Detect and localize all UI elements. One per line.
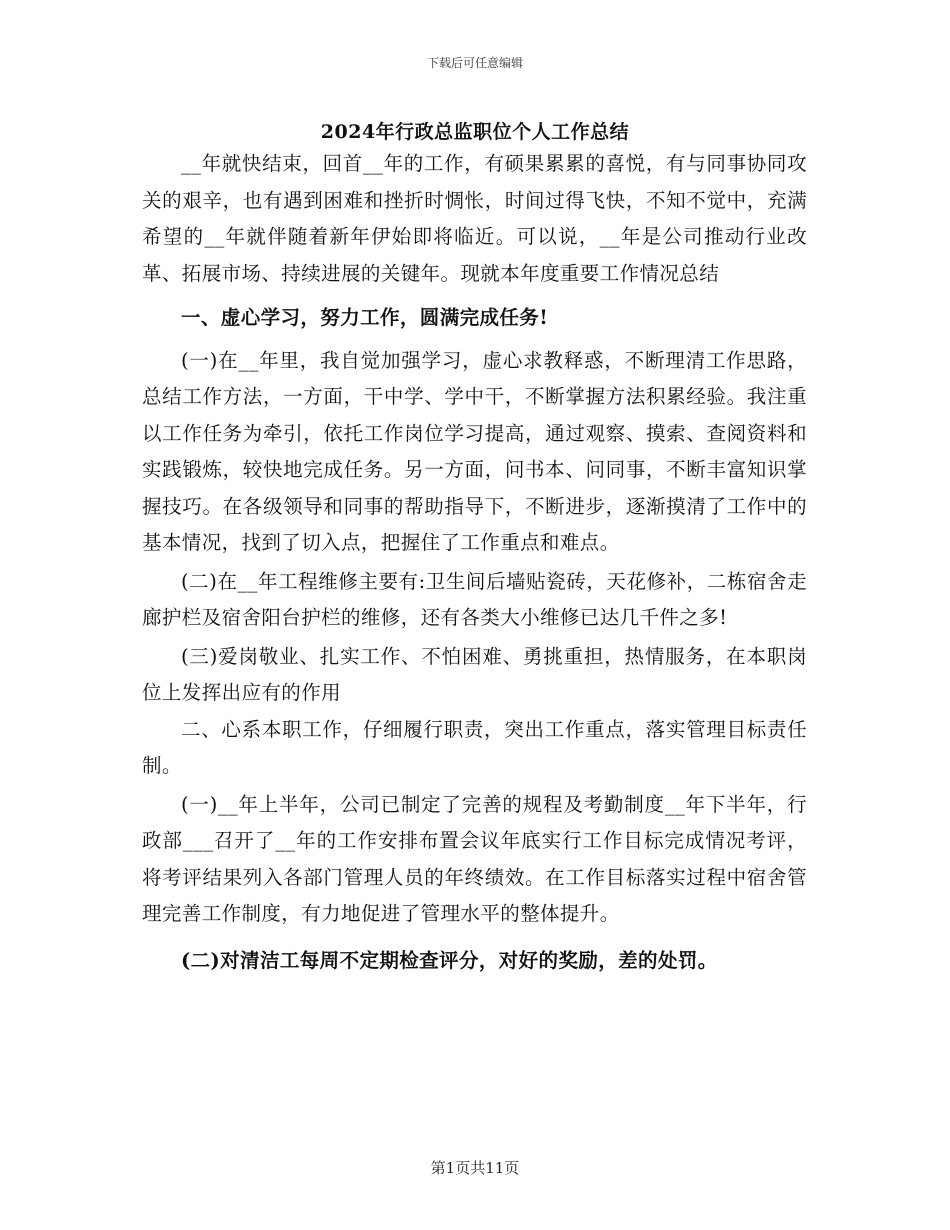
- section-1-paragraph-2: (二)在__年工程维修主要有:卫生间后墙贴瓷砖，天花修补，二栋宿舍走廊护栏及宿舍阳台护栏的维修，还有各类大小维修已达几千件之多!: [142, 569, 807, 629]
- section-1-paragraph-3: (三)爱岗敬业、扎实工作、不怕困难、勇挑重担，热情服务，在本职岗位上发挥出应有的作用: [142, 644, 807, 704]
- page-number: 第1页共11页: [430, 1159, 520, 1177]
- intro-paragraph: __年就快结束，回首__年的工作，有硕果累累的喜悦，有与同事协同攻关的艰辛，也有遇到困难和挫折时惆怅，时间过得飞快，不知不觉中，充满希望的__年就伴随着新年伊始即将临近。可以说，__年是公司推动行业改革、拓展市场、持续进展的关键年。现就本年度重要工作情况总结: [142, 152, 807, 285]
- section-1-paragraph-1: (一)在__年里，我自觉加强学习，虚心求教释惑，不断理清工作思路，总结工作方法，一方面，干中学、学中干，不断掌握方法积累经验。我注重以工作任务为牵引，依托工作岗位学习提高，通过观察、摸索、查阅资料和实践锻炼，较快地完成任务。另一方面，问书本、问同事，不断丰富知识掌握技巧。在各级领导和同事的帮助指导下，不断进步，逐渐摸清了工作中的基本情况，找到了切入点，把握住了工作重点和难点。: [142, 348, 807, 554]
- section-1-heading: 一、虚心学习，努力工作，圆满完成任务!: [181, 306, 549, 329]
- document-body: [142, 146, 807, 979]
- section-2-paragraph-2: (二)对清洁工每周不定期检查评分，对好的奖励，差的处罚。: [181, 948, 718, 972]
- section-2-paragraph-1: (一)__年上半年，公司已制定了完善的规程及考勤制度__年下半年，行政部___召开了__年的工作安排布置会议年底实行工作目标完成情况考评，将考评结果列入各部门管理人员的年终绩效。在工作目标落实过程中宿舍管理完善工作制度，有力地促进了管理水平的整体提升。: [142, 792, 807, 925]
- section-2-heading: 二、心系本职工作，仔细履行职责，突出工作重点，落实管理目标责任制。: [142, 717, 807, 777]
- document-title: 2024年行政总监职位个人工作总结: [320, 121, 630, 143]
- page-header-note: 下载后可任意编辑: [426, 56, 523, 70]
